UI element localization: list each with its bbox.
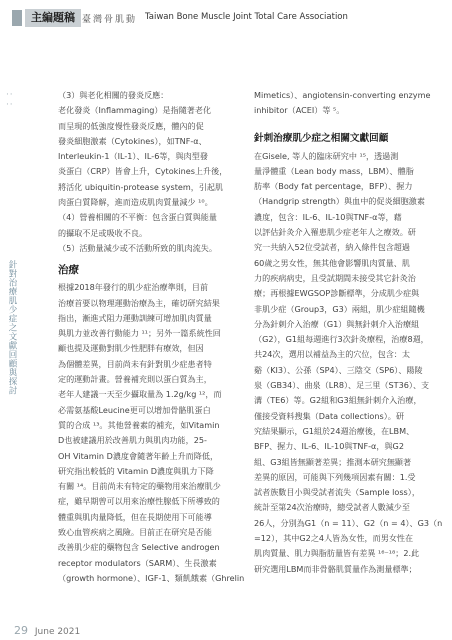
left-column (58, 88, 250, 586)
text-line: 60歲之男女性，無其他會影響肌肉質量、肌 (254, 257, 410, 268)
text-line: 而呈現的低強度慢性發炎反應，體內的促 (58, 120, 204, 131)
text-line: 改善肌少症的藥物包含 Selective androgen (58, 542, 220, 553)
text-line: 症，雖早期曾可以用來治療性腺低下所導致的 (58, 496, 220, 507)
association-name-chinese: 臺灣骨肌動 (82, 15, 138, 25)
text-line: 老化發炎（Inflammaging）是指隨著老化 (58, 105, 212, 116)
text-line: 治療首要以物理運動治療為主，確切研究結果 (58, 297, 220, 308)
text-line: 共24次，選用以補益為主的穴位，包含：太 (254, 349, 410, 360)
text-line: 泉（GB34）、曲泉（LR8）、足三里（ST36）、支 (254, 380, 430, 391)
text-line: 研究選用LBM而非骨骼肌質量作為測量標準； (254, 563, 417, 574)
text-line: （4）營養相關的不平衡：包含蛋白質與能量 (58, 212, 217, 223)
text-line: 究結果顯示，G1組於24週治療後，在LBM、 (254, 425, 415, 436)
text-line: 發炎細胞激素（Cytokines），如TNF-α、 (58, 135, 207, 146)
section-heading-acupuncture: 針刺治療肌少症之相關文獻回顧 (254, 132, 389, 144)
text-line: 顧也提及運動對肌少性肥胖有療效，但因 (58, 343, 204, 354)
left-intro-paragraphs (58, 88, 250, 256)
text-line: 研究指出較低的 Vitamin D濃度與肌力下降 (58, 465, 214, 476)
text-line: 與肌力並改善行動能力 ¹¹；另外一篇系統性回 (58, 328, 221, 339)
text-line: 組、G3組皆無顯著差異；推測本研究無顯著 (254, 456, 412, 467)
sidebar-vertical-title: 針對治療肌少症之文獻回顧與探討 (7, 260, 17, 395)
text-line: （growth hormone）、IGF-1、類飢餓素（Ghrelin (58, 572, 245, 583)
text-line: 以評估針灸介入罹患肌少症老年人之療效。研 (254, 227, 416, 238)
acupuncture-body (254, 149, 446, 577)
text-line: 炎蛋白（CRP）皆會上升，Cytokines上升後， (58, 166, 228, 177)
text-line: 將活化 ubiquitin-protease system，引起肌 (58, 181, 224, 192)
header-accent-block (12, 10, 22, 26)
text-line: 根據2018年發行的肌少症治療準則，目前 (58, 282, 209, 293)
text-line: 在Gisele, 等人的臨床研究中 ¹⁵，透過測 (254, 150, 399, 161)
text-line: （Handgrip strength）與血中的促炎細胞激素 (254, 196, 425, 207)
text-line: D也被建議用於改善肌力與肌肉功能，25- (58, 435, 207, 446)
text-line: 濃度，包含：IL-6、IL-10與TNF-α等，藉 (254, 211, 402, 222)
text-line: Mimetics）、angiotensin-converting enzyme (254, 90, 431, 100)
page-footer (14, 624, 80, 637)
text-line: 肌肉質量、肌力與脂肪量皆有差異 ¹⁶⁻¹⁸；2.此 (254, 548, 420, 559)
text-line: inhibitor（ACEI）等 ⁵。 (254, 105, 345, 116)
text-line: =12），其中G2之4人皆為女性，而男女性在 (254, 533, 414, 544)
text-line: 老年人建議一天至少攝取量為 1.2g/kg ¹²，而 (58, 389, 222, 400)
text-line: 溝（TE6）等。G2組和G3組無針刺介入治療， (254, 395, 422, 406)
text-line: BFP、握力、IL-6、IL-10與TNF-α，與G2 (254, 441, 404, 452)
text-line: 有關 ¹⁴。目前尚未有特定的藥物用來治療肌少 (58, 481, 221, 492)
text-line: 肉蛋白質降解，進而造成肌肉質量減少 ¹⁰。 (58, 197, 213, 208)
right-column (254, 88, 446, 577)
text-line: OH Vitamin D濃度會隨著年齡上升而降低， (58, 450, 219, 461)
section-heading-treatment: 治療 (58, 264, 79, 277)
treatment-body (58, 280, 250, 586)
text-line: 谿（KI3）、公孫（SP4）、三陰交（SP6）、陽陵 (254, 364, 423, 375)
text-line: receptor modulators（SARM）、生長激素 (58, 557, 217, 568)
text-line: 分為針刺介入治療（G1）與無針刺介入治療組 (254, 318, 420, 329)
text-line: 致心血管疾病之風險。目前正在研究是否能 (58, 527, 212, 538)
text-line: 的攝取不足或吸收不良。 (58, 227, 148, 238)
text-line: （5）活動量減少或不活動所致的肌肉流失。 (58, 242, 217, 253)
text-line: 差異的原因，可能與下列幾項因素有關：1.受 (254, 471, 416, 482)
text-line: 統計至第24次治療時，總受試者人數減少至 (254, 502, 410, 513)
sidebar-dots: · · · · (6, 90, 12, 110)
text-line: 試者族數目小與受試者流失（Sample loss）， (254, 487, 420, 498)
text-line: 26人，分別為G1（n = 11）、G2（n = 4）、G3（n (254, 517, 443, 528)
text-line: 究一共納入52位受試者，納入條件包含超過 (254, 242, 410, 253)
text-line: 質的合成 ¹³。其他營養素的補充，如Vitamin (58, 419, 220, 430)
text-line: 力的疾病病史，且受試期間未接受其它針灸治 (254, 272, 416, 283)
page-header (0, 0, 452, 34)
text-line: （3）與老化相關的發炎反應： (58, 90, 169, 100)
association-name-english: Taiwan Bone Muscle Joint Total Care Association (145, 12, 348, 22)
text-line: 必需氨基酸Leucine更可以增加骨骼肌蛋白 (58, 404, 211, 415)
issue-date: June 2021 (34, 627, 81, 637)
text-line: 肪率（Body fat percentage，BFP）、握力 (254, 181, 413, 192)
text-line: 為個體差異，目前尚未有針對肌少症患者特 (58, 358, 212, 369)
sidebar (0, 90, 26, 590)
page-number: 29 (14, 624, 28, 637)
text-line: （G2），G1組每週進行3次針灸療程，治療8週， (254, 334, 429, 345)
text-line: Interleukin-1（IL-1）、IL-6等，與肉型發 (58, 151, 208, 162)
right-continued-text (254, 88, 446, 119)
section-theme-label: 主編題稿 (25, 9, 81, 27)
text-line: 非肌少症（Group3，G3）兩組，肌少症組隨機 (254, 303, 425, 314)
text-line: 僅接受資料搜集（Data collections）。研 (254, 410, 404, 421)
text-line: 定的運動計畫。營養補充則以蛋白質為主， (58, 374, 212, 385)
text-line: 指出，漸進式阻力運動訓練可增加肌肉質量 (58, 312, 212, 323)
text-line: 量淨體重（Lean body mass，LBM）、體脂 (254, 165, 414, 176)
text-line: 體重與肌肉量降低，但在長期使用下可能導 (58, 511, 212, 522)
text-line: 療；再根據EWGSOP診斷標準，分成肌少症與 (254, 288, 420, 299)
